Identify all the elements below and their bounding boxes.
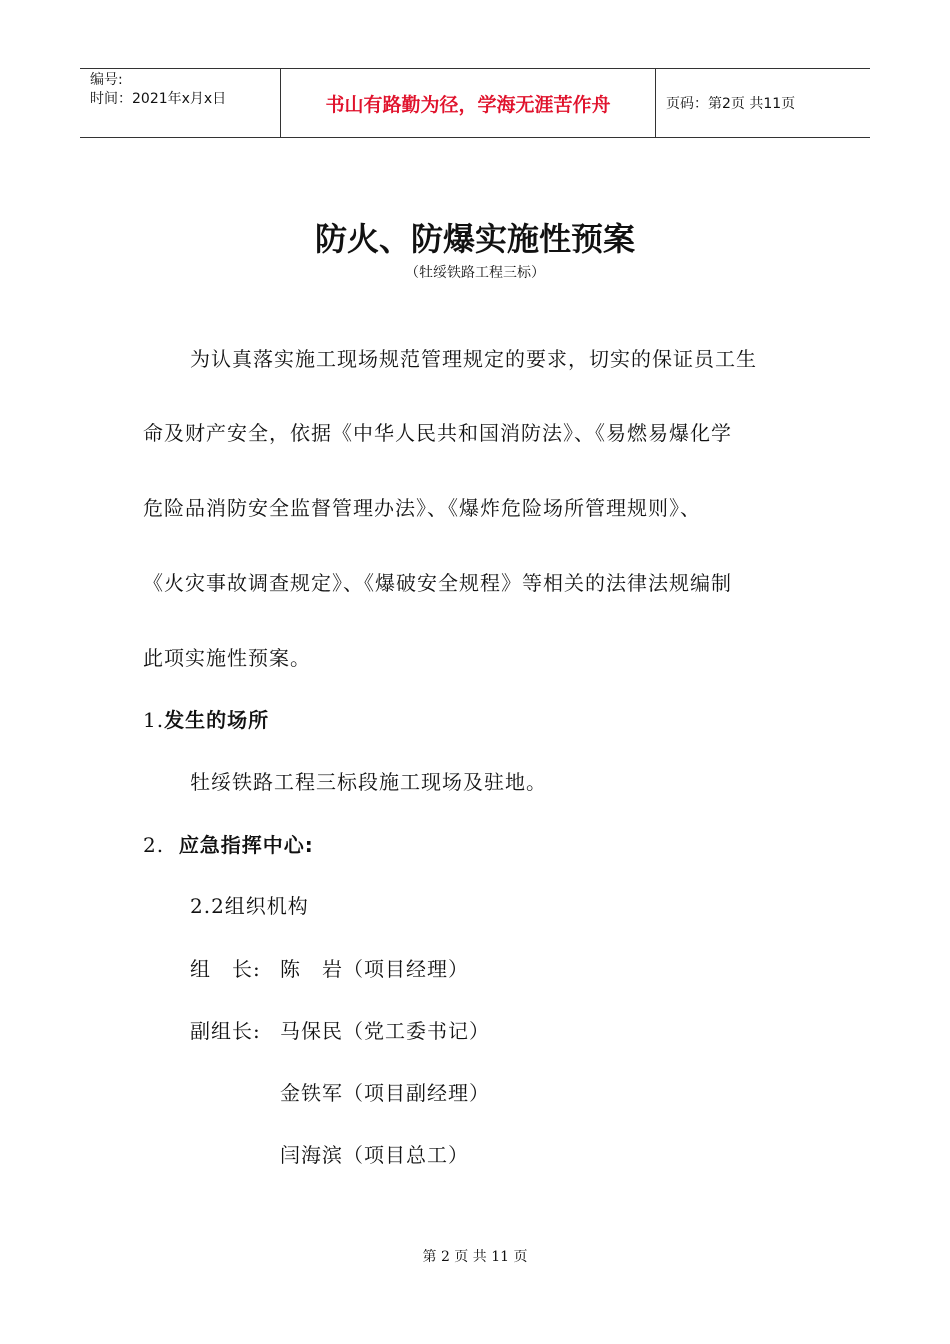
- section-2-sub: 2.2组织机构: [190, 894, 309, 918]
- section-1-title: 发生的场所: [164, 708, 270, 732]
- section-2-title: 应急指挥中心:: [178, 833, 314, 857]
- leader-name: 陈 岩（项目经理）: [280, 957, 469, 981]
- document-time: 时间：2021年x月x日: [90, 91, 227, 107]
- deputy-name: 金铁军（项目副经理）: [280, 1081, 490, 1105]
- document-subtitle: （牡绥铁路工程三标）: [405, 265, 545, 281]
- deputy-label: 副组长:: [190, 1019, 261, 1043]
- deputy-name: 马保民（党工委书记）: [280, 1019, 490, 1043]
- paragraph-line: 《火灾事故调查规定》、《爆破安全规程》等相关的法律法规编制: [143, 571, 732, 595]
- header-motto: 书山有路勤为径，学海无涯苦作舟: [280, 69, 656, 137]
- paragraph-line: 此项实施性预案。: [143, 646, 311, 670]
- leader-label: 组 长:: [190, 957, 261, 981]
- header-page-code: 页码：第2页 共11页: [666, 96, 796, 112]
- section-2-number: 2.: [143, 833, 165, 857]
- paragraph-line: 危险品消防安全监督管理办法》、《爆炸危险场所管理规则》、: [143, 496, 701, 520]
- document-title: 防火、防爆实施性预案: [314, 220, 635, 258]
- paragraph-line: 为认真落实施工现场规范管理规定的要求，切实的保证员工生: [190, 347, 757, 371]
- page-header: [80, 68, 870, 138]
- section-1-heading: [143, 704, 269, 733]
- section-2-heading: [143, 829, 314, 858]
- document-number-label: 编号:: [90, 72, 123, 88]
- deputy-name: 闫海滨（项目总工）: [280, 1143, 469, 1167]
- page-footer: 第 2 页 共 11 页: [422, 1249, 528, 1265]
- header-left: [80, 69, 280, 137]
- section-1-number: 1.: [143, 708, 165, 732]
- paragraph-line: 命及财产安全，依据《中华人民共和国消防法》、《易燃易爆化学: [143, 421, 732, 445]
- section-1-body: 牡绥铁路工程三标段施工现场及驻地。: [190, 770, 547, 794]
